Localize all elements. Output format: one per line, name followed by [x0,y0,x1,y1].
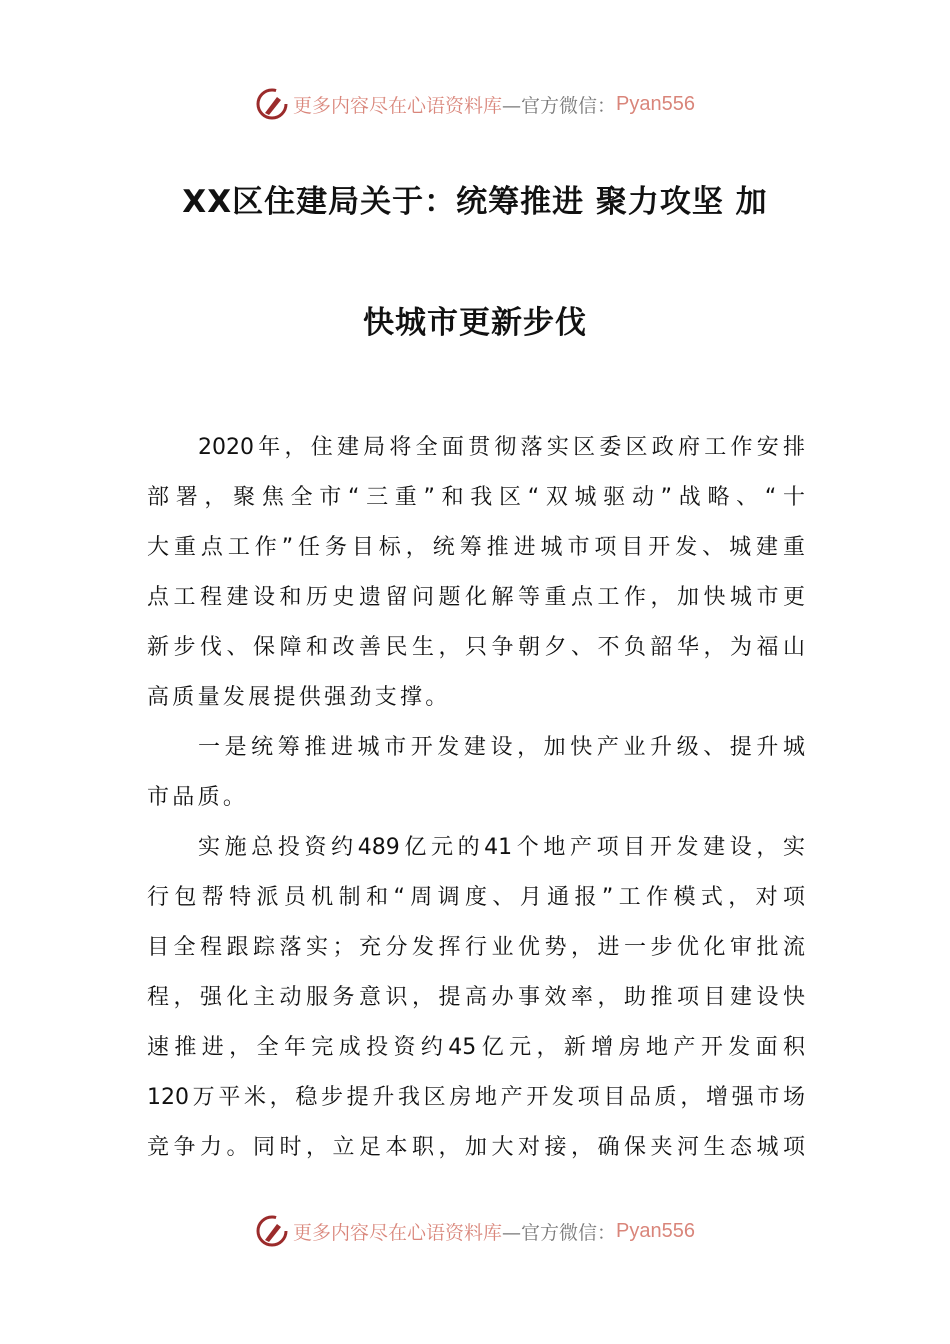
paragraph-line: 大重点工作”任务目标，统筹推进城市项目开发、城建重 [147,535,805,560]
watermark-text: 更多内容尽在心语资料库 [293,94,503,117]
paragraph-line: 速推进，全年完成投资约45亿元，新增房地产开发面积 [147,1035,805,1060]
pen-logo-icon [255,87,289,121]
document-title-line2: 快城市更新步伐 [363,305,587,341]
watermark-id: Pyan556 [616,92,695,115]
paragraph-line: 点工程建设和历史遗留问题化解等重点工作，加快城市更 [147,585,805,610]
paragraph-line: 高质量发展提供强劲支撑。 [147,685,451,710]
document-title-line1: XX区住建局关于：统筹推进 聚力攻坚 加 [182,184,768,220]
paragraph-line: 新步伐、保障和改善民生，只争朝夕、不负韶华，为福山 [147,635,805,660]
paragraph-line: 市品质。 [147,785,249,810]
paragraph-line: 实施总投资约489亿元的41个地产项目开发建设，实 [198,835,805,860]
watermark-label: —官方微信： [502,1221,617,1244]
paragraph-line: 一是统筹推进城市开发建设，加快产业升级、提升城 [198,735,805,760]
paragraph-line: 目全程跟踪落实；充分发挥行业优势，进一步优化审批流 [147,935,805,960]
paragraph-line: 2020年，住建局将全面贯彻落实区委区政府工作安排 [198,435,805,460]
watermark-id: Pyan556 [616,1219,695,1242]
watermark-label: —官方微信： [502,94,617,117]
watermark-footer [0,1211,950,1251]
paragraph-line: 部署，聚焦全市“三重”和我区“双城驱动”战略、“十 [147,485,805,510]
paragraph-line: 行包帮特派员机制和“周调度、月通报”工作模式，对项 [147,885,805,910]
paragraph-line: 竞争力。同时，立足本职，加大对接，确保夹河生态城项 [147,1135,805,1160]
paragraph-line: 120万平米，稳步提升我区房地产开发项目品质，增强市场 [147,1085,805,1110]
pen-logo-icon [255,1214,289,1248]
paragraph-line: 程，强化主动服务意识，提高办事效率，助推项目建设快 [147,985,805,1010]
watermark-header [0,84,950,124]
watermark-text: 更多内容尽在心语资料库 [293,1221,503,1244]
